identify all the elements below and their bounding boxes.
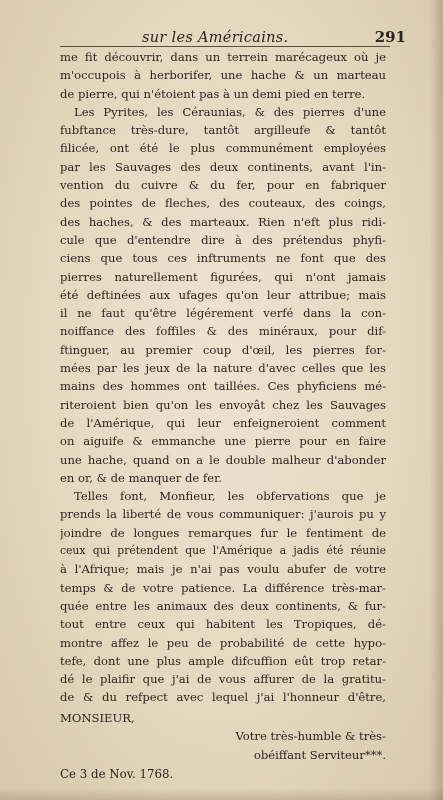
signature-line: obéiffant Serviteur***. — [253, 747, 386, 762]
text-line: de pierre, qui n'étoient pas à un demi pied en terre. — [60, 86, 366, 101]
text-line: mées par les jeux de la nature d'avec celles que les — [60, 361, 386, 376]
text-line: pierres naturellement figurées, qui n'ont jamais — [60, 269, 386, 284]
text-line: il ne faut qu'être légérement verfé dans la con- — [60, 306, 386, 321]
text-line: riteroient bien qu'on les envoyât chez les Sauvages — [60, 397, 386, 412]
text-line: dé le plaifir que j'ai de vous affurer de la gratitu- — [60, 672, 386, 687]
text-line: tout entre ceux qui habitent les Tropiques, dé- — [60, 617, 386, 632]
text-line: été deftinées aux ufages qu'on leur attribue; mais — [60, 287, 386, 302]
text-line: ciens que tous ces inftruments ne font que des — [60, 251, 386, 266]
page-bottom-shadow — [0, 788, 443, 800]
text-line: joindre de longues remarques fur le fentiment de — [60, 525, 386, 540]
text-line: m'occupois à herborifer, une hache & un marteau — [60, 68, 386, 83]
text-line: temps & de votre patience. La différence très-mar- — [60, 580, 386, 595]
page-edge-shadow — [429, 0, 443, 800]
salutation: MONSIEUR, — [60, 711, 135, 725]
text-line: à l'Afrique; mais je n'ai pas voulu abufer de votre — [60, 562, 386, 577]
text-line: Telles font, Monfieur, les obfervations que je — [74, 489, 386, 504]
text-line: filicée, ont été le plus communément employées — [60, 141, 386, 156]
header-rule — [60, 46, 390, 47]
text-line: une hache, quand on a le double malheur d'abonder — [60, 452, 386, 467]
text-line: en or, & de manquer de fer. — [60, 470, 223, 485]
text-line: noiffance des foffiles & des minéraux, pour dif- — [60, 324, 386, 339]
text-line: ftinguer, au premier coup d'œil, les pierres for- — [60, 342, 386, 357]
text-line: ceux qui prétendent que l'Amérique a jadis été réunie — [60, 544, 386, 558]
text-line: vention du cuivre & du fer, pour en fabriquer — [60, 178, 386, 193]
text-line: me fit découvrir, dans un terrein marécageux où je — [60, 50, 386, 64]
text-line: fubftance très-dure, tantôt argilleufe & tantôt — [60, 123, 386, 138]
running-title: sur les Américains. — [142, 30, 289, 46]
body-text — [60, 48, 386, 707]
text-line: Les Pyrites, les Céraunias, & des pierres d'une — [74, 104, 386, 119]
text-line: prends la liberté de vous communiquer: j'aurois pu y — [60, 507, 386, 522]
text-line: mains des hommes ont taillées. Ces phyficiens mé- — [60, 379, 386, 394]
text-line: on aiguife & emmanche une pierre pour en faire — [60, 434, 386, 449]
text-line: par les Sauvages des deux continents, avant l'in- — [60, 159, 386, 174]
letter-date: Ce 3 de Nov. 1768. — [60, 767, 174, 781]
letter-closing — [60, 709, 386, 764]
text-line: montre affez le peu de probabilité de cette hypo- — [60, 635, 386, 650]
text-line: des pointes de fleches, des couteaux, des coings, — [60, 196, 386, 211]
page-number: 291 — [374, 28, 406, 46]
text-line: de l'Amérique, qui leur enfeigneroient comment — [60, 415, 386, 430]
text-line: cule que d'entendre dire à des prétendus phyfi- — [60, 232, 386, 247]
text-line: tefe, dont une plus ample difcuffion eût trop retar- — [60, 653, 386, 668]
text-line: de & du refpect avec lequel j'ai l'honneur d'être, — [60, 690, 386, 705]
text-line: des haches, & des marteaux. Rien n'eft plus ridi- — [60, 214, 386, 229]
text-line: quée entre les animaux des deux continents, & fur- — [60, 598, 386, 613]
signature-line: Votre très-humble & très- — [235, 729, 386, 744]
